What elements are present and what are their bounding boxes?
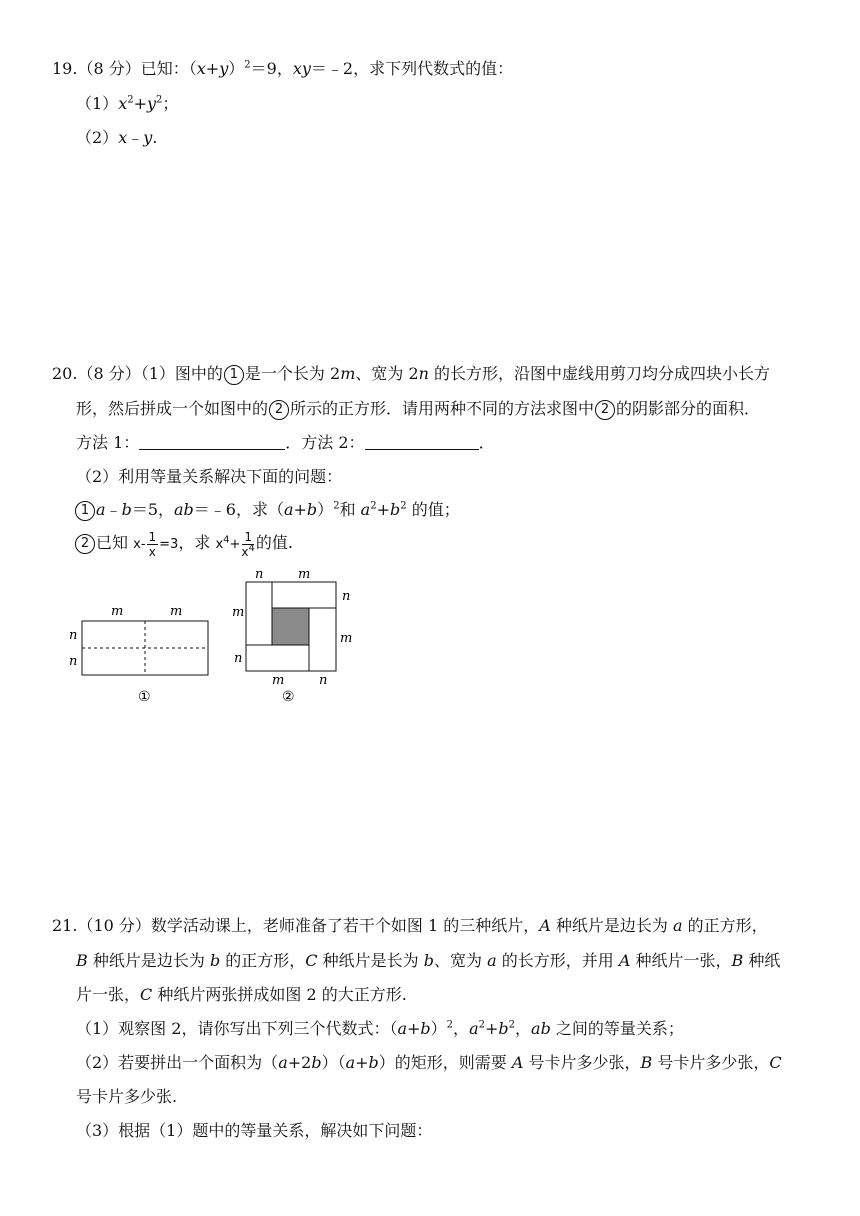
fig1-caption: ①: [138, 689, 151, 705]
var: y: [143, 128, 153, 147]
var: m: [340, 364, 356, 383]
var: a: [345, 1053, 356, 1072]
fig2-n-top: n: [255, 567, 264, 582]
q21-score: （10 分）: [77, 916, 151, 935]
text: ＝﹣6，求（: [193, 500, 284, 519]
q21-part3: [76, 1120, 432, 1142]
var: a: [360, 500, 371, 519]
op: +: [133, 94, 147, 113]
q19-part1: [76, 93, 178, 115]
text: 片一张，: [76, 985, 141, 1004]
circle-number-2: 2: [75, 534, 95, 554]
text: 、宽为 2: [355, 364, 419, 383]
q19-score: （8 分）: [77, 59, 141, 78]
text: ）: [317, 500, 334, 519]
fig2-n-right: n: [342, 589, 351, 604]
var: A: [511, 1053, 524, 1072]
var: x: [196, 59, 206, 78]
q20-stem-line2: [76, 398, 760, 420]
exponent: 2: [446, 1019, 454, 1031]
text: 号卡片多少张.: [76, 1087, 178, 1106]
text: 的长方形，并用: [496, 951, 619, 970]
q20-sub1: [74, 499, 460, 521]
op: +: [355, 1053, 369, 1072]
q19-part2: [76, 127, 157, 149]
var: b: [311, 1053, 322, 1072]
var: a: [487, 951, 497, 970]
q21-part2-cont: [76, 1086, 177, 1108]
exponent: 4: [223, 534, 230, 546]
q20-part2: [76, 466, 342, 488]
exponent: 4: [248, 543, 255, 554]
q21-stem-line2: [76, 950, 780, 972]
circle-number-1: 1: [75, 501, 95, 521]
circle-number-2: 2: [595, 400, 615, 420]
fraction: [147, 530, 159, 559]
text: 的正方形，: [682, 916, 768, 935]
numerator: 1: [148, 530, 157, 544]
var: C: [769, 1053, 782, 1072]
exponent: 2: [156, 94, 163, 106]
var: b: [121, 500, 132, 519]
var: y: [219, 59, 229, 78]
op: +: [484, 1019, 499, 1038]
exponent: 2: [508, 1019, 516, 1031]
text: ）（: [321, 1053, 346, 1072]
var: ab: [174, 500, 194, 519]
method2-label: ．方法 2：: [285, 433, 365, 452]
op: +: [407, 1019, 421, 1038]
fig1-m-right: m: [170, 604, 183, 619]
fig1-n-bottom: n: [69, 654, 78, 669]
figure-2-square: [232, 567, 352, 705]
exponent: 2: [400, 500, 407, 512]
q21-number: 21.: [52, 916, 78, 935]
exponent: 2: [127, 94, 134, 106]
text: ；: [162, 94, 179, 113]
denominator: x: [148, 545, 156, 559]
var: a: [469, 1019, 479, 1038]
var: b: [389, 500, 401, 519]
text: 之间的等量关系；: [550, 1019, 684, 1038]
text: 的值；: [406, 500, 460, 519]
method1-blank: [139, 433, 285, 450]
circle-number-1: 1: [224, 365, 244, 385]
fig2-n-left: n: [234, 651, 243, 666]
text: 种纸片是长为: [317, 951, 424, 970]
var: b: [423, 951, 434, 970]
text: 和: [339, 500, 361, 519]
text: （3）根据（1）题中的等量关系，解决如下问题：: [76, 1121, 433, 1140]
text: =3: [159, 537, 179, 552]
text: 种纸片是边长为: [87, 951, 210, 970]
fig2-n-bottom: n: [319, 673, 328, 688]
q19-number: 19.: [52, 59, 78, 78]
var: B: [76, 951, 88, 970]
text: ＝9，: [250, 59, 293, 78]
text: 种纸: [743, 951, 781, 970]
op: +: [205, 59, 220, 78]
text: 号卡片多少张，: [523, 1053, 641, 1072]
text: 的值.: [255, 533, 293, 552]
part-label: （1）: [76, 94, 119, 113]
figure-1-rectangle: [69, 604, 208, 705]
q20-stem-line1: [52, 363, 770, 385]
var: a: [673, 916, 683, 935]
text: ，: [515, 1019, 532, 1038]
var: B: [731, 951, 744, 970]
fig1-n-top: n: [69, 628, 78, 643]
text: ）: [228, 59, 245, 78]
text: ＝﹣2，: [310, 59, 370, 78]
fig2-m-left: m: [232, 605, 245, 620]
q21-stem-line1: [52, 915, 768, 937]
text: 是一个长为 2: [244, 364, 341, 383]
text: （2）利用等量关系解决下面的问题：: [76, 467, 343, 486]
var: x: [133, 537, 141, 552]
var: a: [283, 500, 294, 519]
q19-given-intro: 已知：: [140, 59, 189, 78]
q21-part2: [76, 1052, 782, 1074]
text: 所示的正方形．请用两种不同的方法求图中: [290, 399, 595, 418]
q21-stem-line3: [76, 984, 407, 1006]
var: x: [241, 545, 249, 559]
method1-label: 方法 1：: [76, 433, 140, 452]
text: ）: [430, 1019, 447, 1038]
q20-score: （8 分）: [77, 364, 141, 383]
exponent: 2: [478, 1019, 485, 1031]
var: b: [420, 1019, 431, 1038]
var: a: [96, 500, 106, 519]
q20-methods: [76, 432, 495, 454]
fig2-m-bottom: m: [272, 673, 285, 688]
op: ﹣: [105, 500, 122, 519]
text: 种纸片一张，: [630, 951, 732, 970]
text: 的长方形，沿图中虚线用剪刀均分成四块小长方: [428, 364, 771, 383]
text: 的阴影部分的面积．: [616, 399, 761, 418]
equation-image: [133, 530, 179, 559]
op: +: [376, 500, 390, 519]
text: ＝5，: [131, 500, 174, 519]
var: A: [539, 916, 551, 935]
op: -: [140, 537, 146, 552]
text: +2: [287, 1053, 312, 1072]
text: 、宽为: [433, 951, 488, 970]
var: a: [278, 1053, 288, 1072]
fig2-m-right: m: [340, 631, 353, 646]
fraction: [241, 530, 254, 559]
text: （: [188, 59, 197, 78]
var: x: [118, 94, 128, 113]
text: ，: [453, 1019, 470, 1038]
exponent: 2: [370, 500, 377, 512]
text: 求下列代数式的值：: [369, 59, 514, 78]
q19-stem: [52, 58, 513, 80]
text: 已知: [96, 533, 129, 552]
fig2-m-top: m: [298, 567, 311, 582]
text: （1）图中的: [140, 364, 223, 383]
q21-part1: [76, 1018, 684, 1040]
var: a: [397, 1019, 407, 1038]
text: 形，然后拼成一个如图中的: [76, 399, 269, 418]
op: +: [229, 537, 241, 552]
var: xy: [292, 59, 311, 78]
var: y: [147, 94, 157, 113]
text: .: [152, 128, 158, 147]
op: ﹣: [127, 128, 144, 147]
text: ．: [478, 433, 495, 452]
var: b: [306, 500, 318, 519]
exponent: 2: [244, 59, 251, 71]
var: x: [118, 128, 128, 147]
text: 数学活动课上，老师准备了若干个如图 1 的三种纸片，: [150, 916, 540, 935]
q20-figures: [60, 562, 380, 712]
part-label: （2）: [76, 128, 119, 147]
var: b: [498, 1019, 509, 1038]
text: 号卡片多少张，: [652, 1053, 770, 1072]
var: x: [215, 537, 224, 552]
circle-number-2: 2: [269, 400, 289, 420]
text: 种纸片两张拼成如图 2 的大正方形.: [152, 985, 407, 1004]
numerator: 1: [244, 530, 252, 544]
var: b: [209, 951, 221, 970]
op: +: [293, 500, 307, 519]
text: 种纸片是边长为: [550, 916, 674, 935]
exponent: 2: [333, 500, 340, 512]
var: ab: [531, 1019, 551, 1038]
expression-image: [215, 530, 255, 559]
text: ）的矩形，则需要: [378, 1053, 512, 1072]
var: n: [418, 364, 429, 383]
method2-blank: [365, 433, 479, 450]
var: A: [618, 951, 631, 970]
text: （1）观察图 2，请你写出下列三个代数式：（: [76, 1019, 398, 1038]
fig2-caption: ②: [282, 689, 295, 705]
fig1-m-left: m: [111, 604, 124, 619]
denominator: [241, 545, 254, 559]
var: B: [640, 1053, 653, 1072]
var: C: [305, 951, 318, 970]
text: 的正方形，: [220, 951, 306, 970]
var: C: [140, 985, 153, 1004]
text: （2）若要拼出一个面积为（: [76, 1053, 279, 1072]
q20-number: 20.: [52, 364, 78, 383]
var: b: [368, 1053, 379, 1072]
text: ，求: [178, 533, 211, 552]
q20-sub2: [74, 528, 293, 560]
